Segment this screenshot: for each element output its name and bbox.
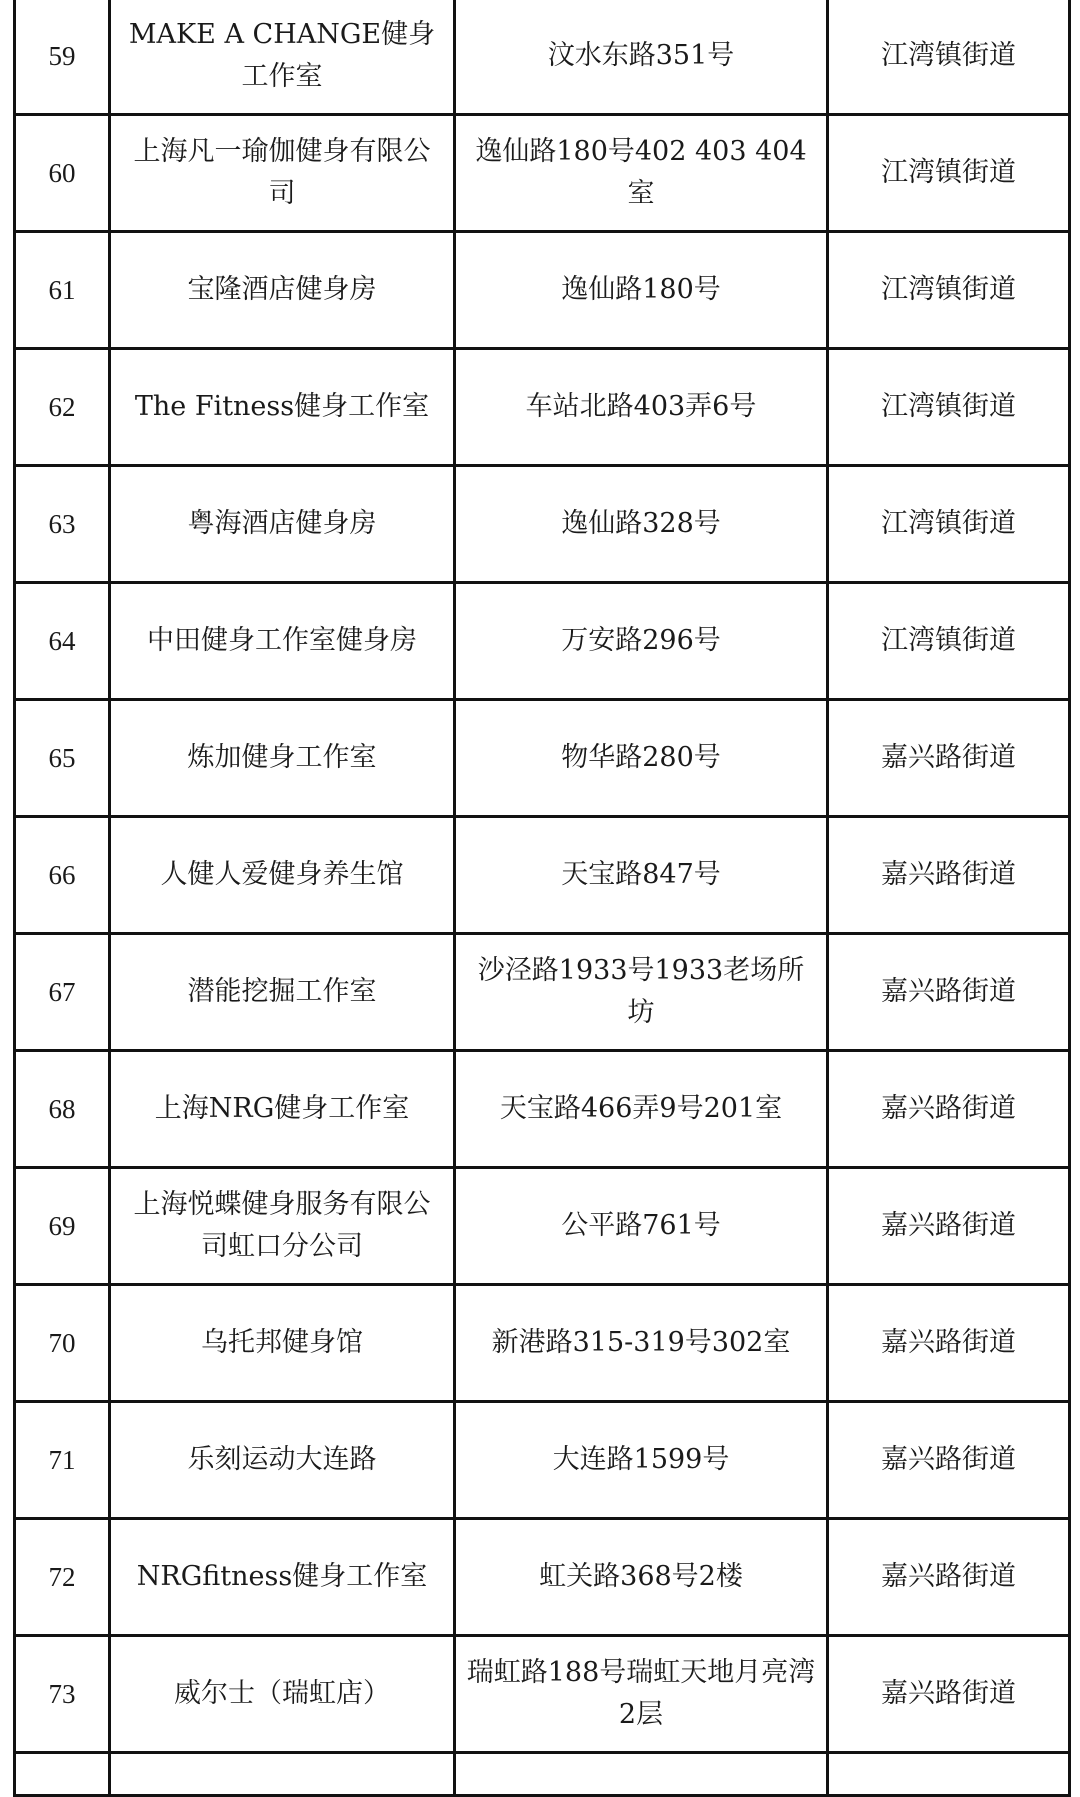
row-number-cell: 64 bbox=[15, 583, 110, 700]
venue-table-body bbox=[15, 0, 1070, 1796]
venue-name-cell: 乐刻运动大连路 bbox=[110, 1402, 455, 1519]
venue-address-cell: 沙泾路1933号1933老场所坊 bbox=[455, 934, 828, 1051]
street-office-cell: 江湾镇街道 bbox=[828, 349, 1070, 466]
row-number-cell: 59 bbox=[15, 0, 110, 115]
empty-cell bbox=[455, 1753, 828, 1796]
table-row bbox=[15, 1051, 1070, 1168]
venue-address-cell: 虹关路368号2楼 bbox=[455, 1519, 828, 1636]
venue-address-cell: 逸仙路180号402 403 404室 bbox=[455, 115, 828, 232]
row-number-cell: 72 bbox=[15, 1519, 110, 1636]
street-office-cell: 嘉兴路街道 bbox=[828, 1636, 1070, 1753]
row-number-cell: 65 bbox=[15, 700, 110, 817]
table-row bbox=[15, 1285, 1070, 1402]
street-office-cell: 江湾镇街道 bbox=[828, 466, 1070, 583]
street-office-cell: 嘉兴路街道 bbox=[828, 1402, 1070, 1519]
row-number-cell: 63 bbox=[15, 466, 110, 583]
venue-name-cell: 威尔士（瑞虹店） bbox=[110, 1636, 455, 1753]
street-office-cell: 嘉兴路街道 bbox=[828, 1051, 1070, 1168]
street-office-cell: 嘉兴路街道 bbox=[828, 934, 1070, 1051]
venue-address-cell: 大连路1599号 bbox=[455, 1402, 828, 1519]
table-row bbox=[15, 817, 1070, 934]
street-office-cell: 嘉兴路街道 bbox=[828, 700, 1070, 817]
empty-cell bbox=[110, 1753, 455, 1796]
venue-name-cell: 上海悦蝶健身服务有限公司虹口分公司 bbox=[110, 1168, 455, 1285]
venue-name-cell: 人健人爱健身养生馆 bbox=[110, 817, 455, 934]
empty-cell bbox=[15, 1753, 110, 1796]
street-office-cell: 嘉兴路街道 bbox=[828, 1519, 1070, 1636]
venue-address-cell: 车站北路403弄6号 bbox=[455, 349, 828, 466]
venue-address-cell: 汶水东路351号 bbox=[455, 0, 828, 115]
row-number-cell: 70 bbox=[15, 1285, 110, 1402]
empty-cell bbox=[828, 1753, 1070, 1796]
table-row bbox=[15, 934, 1070, 1051]
row-number-cell: 67 bbox=[15, 934, 110, 1051]
venue-address-cell: 万安路296号 bbox=[455, 583, 828, 700]
row-number-cell: 61 bbox=[15, 232, 110, 349]
venue-table bbox=[13, 0, 1071, 1797]
table-row bbox=[15, 1168, 1070, 1285]
street-office-cell: 嘉兴路街道 bbox=[828, 1285, 1070, 1402]
venue-name-cell: 潜能挖掘工作室 bbox=[110, 934, 455, 1051]
row-number-cell: 60 bbox=[15, 115, 110, 232]
row-number-cell: 73 bbox=[15, 1636, 110, 1753]
street-office-cell: 嘉兴路街道 bbox=[828, 817, 1070, 934]
venue-name-cell: 炼加健身工作室 bbox=[110, 700, 455, 817]
venue-address-cell: 天宝路847号 bbox=[455, 817, 828, 934]
venue-name-cell: 宝隆酒店健身房 bbox=[110, 232, 455, 349]
table-row bbox=[15, 0, 1070, 115]
row-number-cell: 71 bbox=[15, 1402, 110, 1519]
street-office-cell: 江湾镇街道 bbox=[828, 583, 1070, 700]
table-row bbox=[15, 115, 1070, 232]
venue-name-cell: MAKE A CHANGE健身工作室 bbox=[110, 0, 455, 115]
table-row bbox=[15, 232, 1070, 349]
table-row bbox=[15, 1519, 1070, 1636]
venue-name-cell: 粤海酒店健身房 bbox=[110, 466, 455, 583]
venue-address-cell: 逸仙路180号 bbox=[455, 232, 828, 349]
venue-address-cell: 物华路280号 bbox=[455, 700, 828, 817]
row-number-cell: 69 bbox=[15, 1168, 110, 1285]
street-office-cell: 嘉兴路街道 bbox=[828, 1168, 1070, 1285]
venue-name-cell: The Fitness健身工作室 bbox=[110, 349, 455, 466]
table-row bbox=[15, 583, 1070, 700]
row-number-cell: 62 bbox=[15, 349, 110, 466]
row-number-cell: 66 bbox=[15, 817, 110, 934]
venue-address-cell: 逸仙路328号 bbox=[455, 466, 828, 583]
table-row-partial bbox=[15, 1753, 1070, 1796]
street-office-cell: 江湾镇街道 bbox=[828, 115, 1070, 232]
table-row bbox=[15, 349, 1070, 466]
street-office-cell: 江湾镇街道 bbox=[828, 232, 1070, 349]
venue-address-cell: 公平路761号 bbox=[455, 1168, 828, 1285]
table-row bbox=[15, 1402, 1070, 1519]
venue-name-cell: NRGfitness健身工作室 bbox=[110, 1519, 455, 1636]
venue-name-cell: 中田健身工作室健身房 bbox=[110, 583, 455, 700]
venue-name-cell: 乌托邦健身馆 bbox=[110, 1285, 455, 1402]
venue-address-cell: 新港路315-319号302室 bbox=[455, 1285, 828, 1402]
venue-name-cell: 上海凡一瑜伽健身有限公司 bbox=[110, 115, 455, 232]
venue-address-cell: 瑞虹路188号瑞虹天地月亮湾2层 bbox=[455, 1636, 828, 1753]
table-row bbox=[15, 700, 1070, 817]
venue-name-cell: 上海NRG健身工作室 bbox=[110, 1051, 455, 1168]
venue-address-cell: 天宝路466弄9号201室 bbox=[455, 1051, 828, 1168]
row-number-cell: 68 bbox=[15, 1051, 110, 1168]
table-row bbox=[15, 1636, 1070, 1753]
street-office-cell: 江湾镇街道 bbox=[828, 0, 1070, 115]
table-row bbox=[15, 466, 1070, 583]
